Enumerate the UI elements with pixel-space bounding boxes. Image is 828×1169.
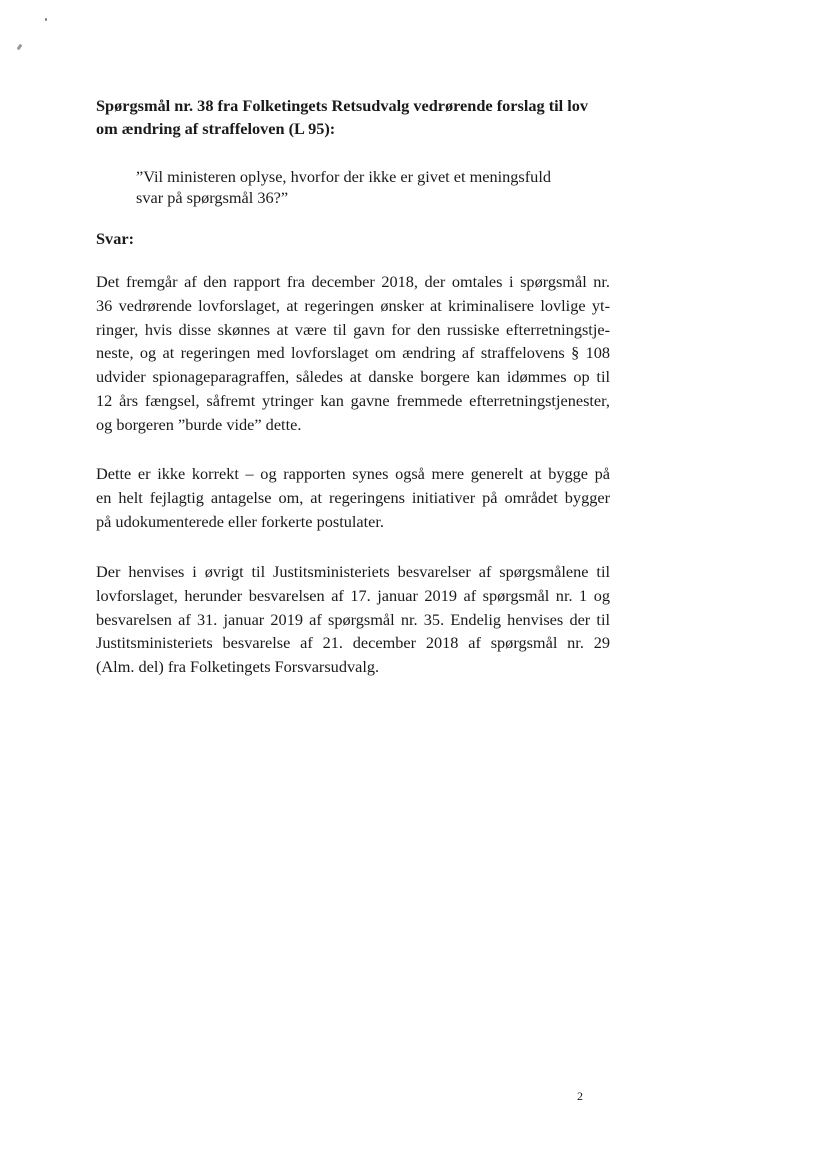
paragraph-line: Justitsministeriets besvarelse af 21. december 2018 af spørgsmål nr. 29 (96, 633, 610, 653)
paragraph-line: 36 vedrørende lovforslaget, at regeringen ønsker at kriminalisere lovlige yt- (96, 295, 610, 315)
paragraph-line: 12 års fængsel, såfremt ytringer kan gavne fremmede efterretningstjenester, (96, 390, 610, 410)
paragraph-line: (Alm. del) fra Folketingets Forsvarsudvalg. (96, 657, 380, 677)
question-line: svar på spørgsmål 36?” (136, 188, 289, 207)
heading-line: Spørgsmål nr. 38 fra Folketingets Retsudvalg vedrørende forslag til lov (96, 96, 589, 115)
question-line: ”Vil ministeren oplyse, hvorfor der ikke er givet et meningsfuld (136, 167, 551, 186)
paragraph-line: ringer, hvis disse skønnes at være til gavn for den russiske efterretningstje- (96, 319, 610, 339)
answer-paragraph-2 (96, 462, 610, 533)
paragraph-line: en helt fejlagtig antagelse om, at regeringens initiativer på området bygger (96, 487, 610, 507)
paragraph-line: og borgeren ”burde vide” dette. (96, 414, 302, 434)
paragraph-line: besvarelsen af 31. januar 2019 af spørgsmål nr. 35. Endelig henvises der til (96, 609, 610, 629)
paragraph-line: neste, og at regeringen med lovforslaget om ændring af straffelovens § 108 (96, 343, 610, 363)
answer-label: Svar: (96, 229, 134, 248)
paragraph-line: lovforslaget, herunder besvarelsen af 17. januar 2019 af spørgsmål nr. 1 og (96, 585, 610, 605)
scan-speck (17, 44, 23, 51)
paragraph-line: på udokumenterede eller forkerte postulater. (96, 511, 384, 531)
paragraph-line: Det fremgår af den rapport fra december 2018, der omtales i spørgsmål nr. (96, 272, 610, 291)
scan-speck (45, 18, 47, 21)
answer-paragraph-1 (96, 270, 610, 437)
page-number: 2 (577, 1089, 583, 1103)
paragraph-line: Der henvises i øvrigt til Justitsministeriets besvarelser af spørgsmålene til (96, 562, 610, 581)
document-heading (96, 94, 616, 140)
paragraph-line: udvider spionageparagraffen, således at danske borgere kan idømmes op til (96, 367, 610, 387)
answer-paragraph-3 (96, 560, 610, 679)
paragraph-line: Dette er ikke korrekt – og rapporten synes også mere generelt at bygge på (96, 464, 610, 483)
heading-line: om ændring af straffeloven (L 95): (96, 119, 336, 138)
question-quote (136, 166, 606, 208)
